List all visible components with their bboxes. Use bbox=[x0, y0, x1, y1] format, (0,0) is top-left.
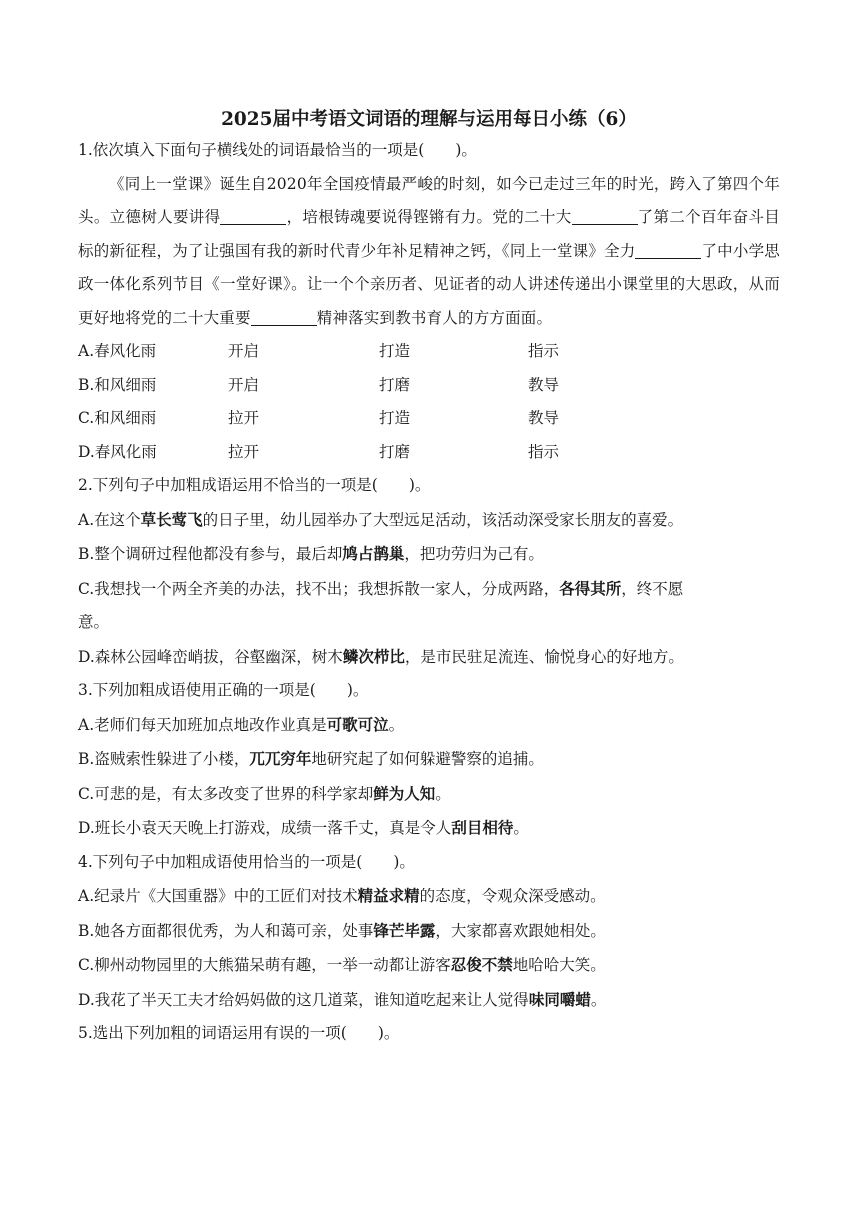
blank-3 bbox=[635, 242, 701, 259]
option-text: B.整个调研过程他都没有参与，最后却 bbox=[78, 545, 343, 563]
question-2-option-b bbox=[78, 537, 780, 572]
blank-1 bbox=[220, 208, 286, 225]
option-text: 的态度，令观众深受感动。 bbox=[419, 887, 606, 905]
passage-text-4: 了中小学思政一体化系列节目《一堂好课》。让一个个亲历者、见证者的动人讲述传递出小课堂里的大思政，从而更好地将党的二十大重要 bbox=[78, 241, 780, 327]
option-cell: 打造 bbox=[379, 342, 411, 360]
question-2-option-c-continued: 意。 bbox=[78, 613, 110, 631]
bold-idiom: 兀兀穷年 bbox=[249, 749, 312, 768]
question-4-option-a bbox=[78, 879, 780, 914]
option-cell: C.和风细雨 bbox=[78, 409, 157, 427]
option-text: A.纪录片《大国重器》中的工匠们对技术 bbox=[78, 887, 358, 905]
option-cell: 打磨 bbox=[379, 375, 411, 394]
bold-idiom: 锋芒毕露 bbox=[373, 920, 436, 940]
bold-idiom: 可歌可泣 bbox=[326, 714, 389, 734]
option-text: D.班长小袁天天晚上打游戏，成绩一落千丈，真是令人 bbox=[78, 819, 452, 837]
question-4-option-c bbox=[78, 948, 780, 983]
option-cell: 开启 bbox=[228, 342, 260, 360]
option-text: C.我想找一个两全齐美的办法，找不出；我想拆散一家人，分成两路， bbox=[78, 579, 560, 598]
option-text: 。 bbox=[435, 784, 451, 803]
option-text: B.她各方面都很优秀，为人和蔼可亲，处事 bbox=[78, 921, 374, 940]
option-cell: 教导 bbox=[528, 409, 560, 427]
option-cell: 打磨 bbox=[379, 442, 411, 461]
question-2-stem: 2.下列句子中加粗成语运用不恰当的一项是( )。 bbox=[78, 476, 431, 494]
question-4-stem: 4.下列句子中加粗成语使用恰当的一项是( )。 bbox=[78, 852, 415, 871]
option-cell: 教导 bbox=[528, 375, 560, 394]
bold-idiom: 各得其所 bbox=[559, 578, 622, 598]
option-cell: D.春风化雨 bbox=[78, 442, 157, 461]
option-cell: 指示 bbox=[528, 442, 560, 461]
passage-text-3: 了第二个百年奋斗目标的新征程，为了让强国有我的新时代青少年补足精神之钙，《同上一堂课》全力 bbox=[78, 208, 780, 260]
option-cell: A.春风化雨 bbox=[78, 342, 157, 360]
question-3-option-a bbox=[78, 708, 780, 743]
option-text: D.森林公园峰峦峭拔，谷壑幽深，树木 bbox=[78, 647, 343, 666]
page-title: 2025届中考语文词语的理解与运用每日小练（6） bbox=[221, 109, 637, 130]
option-cell: 指示 bbox=[528, 342, 560, 360]
option-text: B.盗贼索性躲进了小楼， bbox=[78, 750, 250, 768]
option-cell: 拉开 bbox=[228, 409, 260, 427]
question-1-option-d bbox=[78, 436, 780, 470]
bold-idiom: 鲜为人知 bbox=[373, 783, 436, 803]
option-text: 。 bbox=[590, 990, 607, 1009]
option-text: ，大家都喜欢跟她相处。 bbox=[435, 921, 606, 940]
question-5-stem: 5.选出下列加粗的词语运用有误的一项( )。 bbox=[78, 1024, 400, 1042]
question-2-option-c bbox=[78, 572, 780, 607]
bold-idiom: 鳞次栉比 bbox=[342, 646, 405, 666]
bold-idiom: 味同嚼蜡 bbox=[528, 989, 591, 1009]
passage-text-1: 《同上一堂课》诞生自2020年全国疫情最严峻的时刻，如今已走过三年的时光，跨入了第四个年头。立德树人要讲得 bbox=[78, 174, 780, 226]
question-4-option-d bbox=[78, 983, 780, 1018]
bold-idiom: 刮目相待 bbox=[451, 818, 514, 837]
option-text: ，是市民驻足流连、愉悦身心的好地方。 bbox=[404, 647, 684, 666]
option-text: 的日子里，幼儿园举办了大型远足活动，该活动深受家长朋友的喜爱。 bbox=[202, 510, 684, 529]
question-1-option-c bbox=[78, 402, 780, 436]
option-text: ，终不愿 bbox=[621, 579, 684, 598]
question-3-option-b bbox=[78, 742, 780, 777]
question-1-option-b bbox=[78, 369, 780, 403]
option-cell: 开启 bbox=[228, 375, 260, 394]
blank-2 bbox=[572, 208, 638, 225]
option-text: C.柳州动物园里的大熊猫呆萌有趣，一举一动都让游客 bbox=[78, 956, 451, 974]
bold-idiom: 精益求精 bbox=[357, 886, 420, 905]
question-4-option-b bbox=[78, 914, 780, 949]
option-text: A.老师们每天加班加点地改作业真是 bbox=[78, 715, 327, 734]
option-text: 。 bbox=[513, 819, 529, 837]
passage-text-5: 精神落实到教书育人的方方面面。 bbox=[316, 308, 553, 327]
option-text: 。 bbox=[388, 715, 405, 734]
option-text: 地研究起了如何躲避警察的追捕。 bbox=[311, 750, 544, 768]
question-3-option-c bbox=[78, 777, 780, 812]
passage-text-2: ，培根铸魂要说得铿锵有力。党的二十大 bbox=[286, 208, 572, 226]
question-1-passage bbox=[78, 168, 780, 336]
question-2-option-a bbox=[78, 503, 780, 538]
bold-idiom: 草长莺飞 bbox=[140, 509, 203, 529]
question-3-stem: 3.下列加粗成语使用正确的一项是( )。 bbox=[78, 681, 369, 699]
option-cell: 拉开 bbox=[228, 442, 260, 461]
option-text: 地哈哈大笑。 bbox=[512, 956, 606, 974]
question-3-option-d bbox=[78, 811, 780, 846]
question-2-option-d bbox=[78, 640, 780, 675]
option-text: ，把功劳归为己有。 bbox=[404, 545, 544, 563]
option-text: D.我花了半天工夫才给妈妈做的这几道菜，谁知道吃起来让人觉得 bbox=[78, 990, 529, 1009]
blank-4 bbox=[251, 309, 317, 326]
question-1-option-a bbox=[78, 335, 780, 369]
question-1-stem: 1.依次填入下面句子横线处的词语最恰当的一项是( )。 bbox=[78, 141, 477, 159]
option-text: A.在这个 bbox=[78, 510, 141, 529]
option-cell: B.和风细雨 bbox=[78, 375, 157, 394]
bold-idiom: 忍俊不禁 bbox=[450, 955, 513, 974]
option-text: C.可悲的是，有太多改变了世界的科学家却 bbox=[78, 784, 374, 803]
option-cell: 打造 bbox=[379, 409, 411, 427]
bold-idiom: 鸠占鹊巢 bbox=[342, 544, 405, 563]
